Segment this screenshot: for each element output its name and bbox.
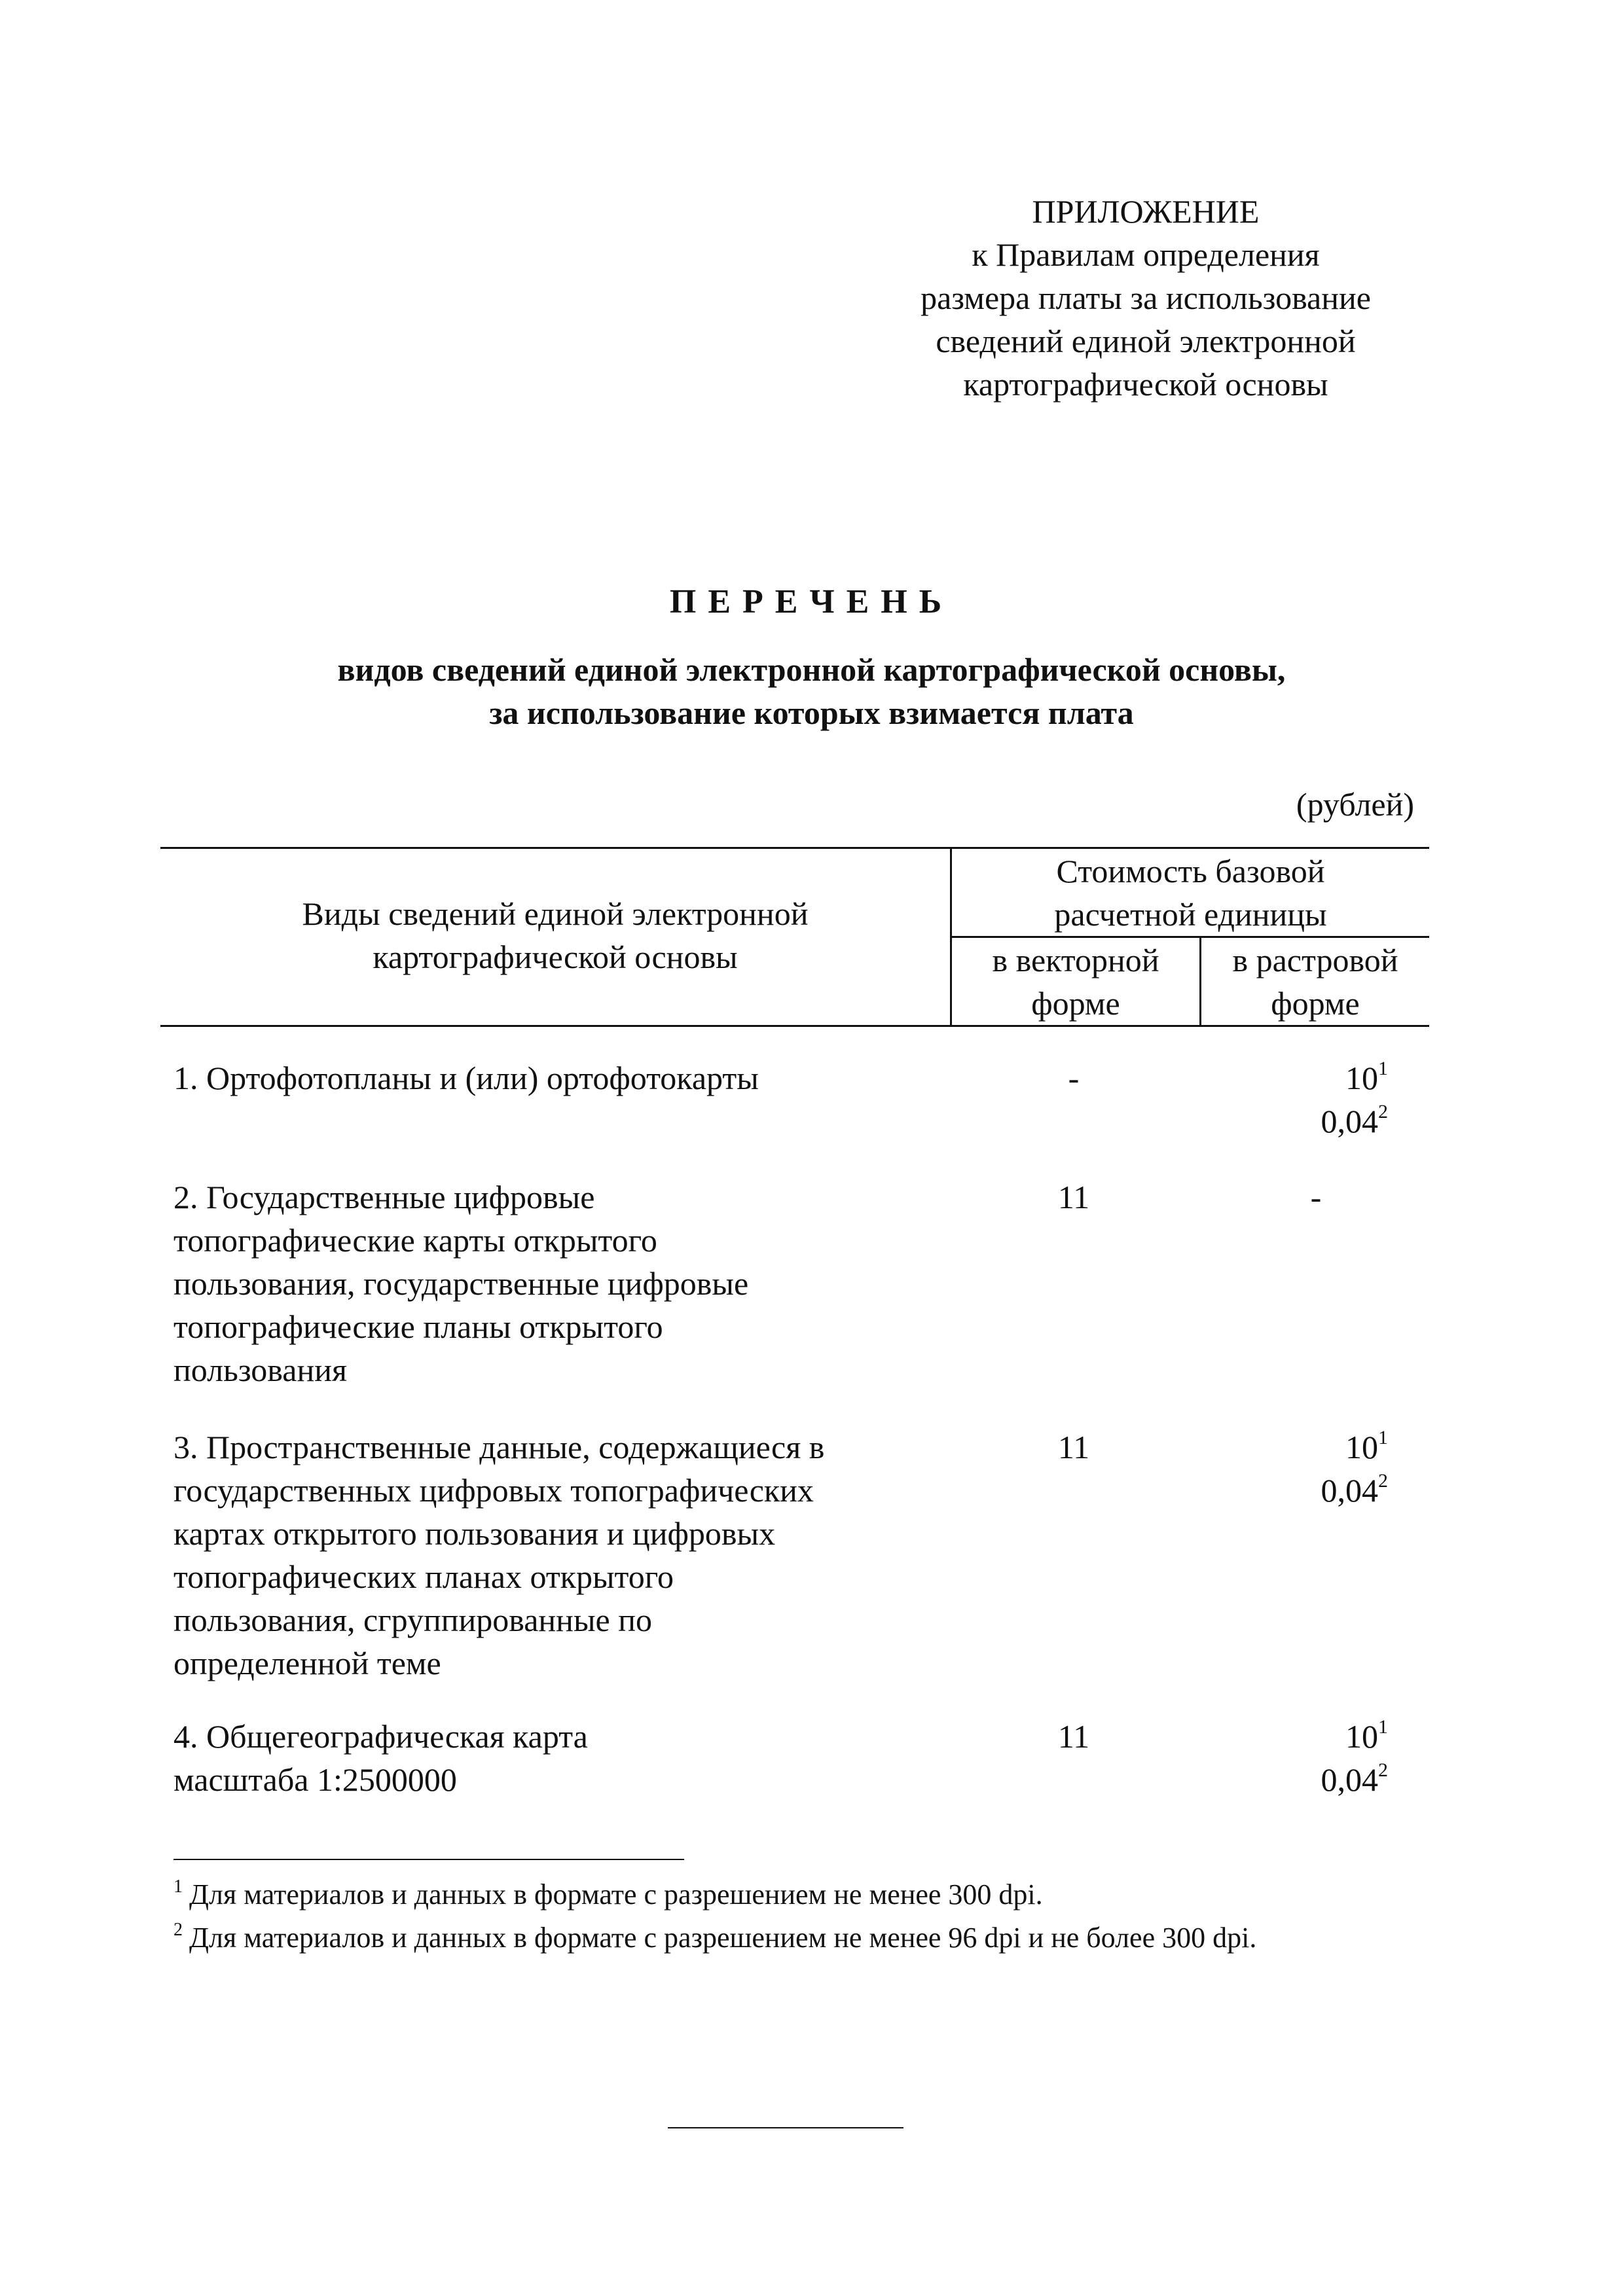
table-row-4-raster: $10^1$ 0,04$^2$ (1321, 1716, 1388, 1798)
footnote-separator (173, 1859, 684, 1860)
table-row-1-raster: $10^1$ 0,04$^2$ (1321, 1058, 1388, 1139)
table-row-1-kind: 1. Ортофотопланы и (или) ортофотокарты (173, 1060, 759, 1096)
table-row-2-vector: 11 (1057, 1179, 1090, 1215)
header-raster: в растровой форме (1232, 942, 1398, 1022)
appendix-block (851, 190, 1440, 406)
currency-unit: (рублей) (1296, 786, 1414, 823)
table-row-3-vector: 11 (1057, 1429, 1090, 1465)
appendix-line: картографической основы (963, 366, 1328, 403)
footnote-1: $^1$ Для материалов и данных в формате с разрешением не менее 300 dpi. (173, 1876, 1043, 1910)
appendix-title: ПРИЛОЖЕНИЕ (1032, 193, 1260, 230)
header-vector: в векторной форме (992, 942, 1159, 1022)
subtitle-line: за использование которых взимается плата (489, 694, 1134, 731)
appendix-line: размера платы за использование (921, 279, 1371, 316)
table-row-1-vector: - (1068, 1060, 1080, 1096)
table-row-3-raster: $10^1$ 0,04$^2$ (1321, 1427, 1388, 1509)
document-title: ПЕРЕЧЕНЬ (669, 583, 954, 620)
table-row-2-raster: - (1310, 1179, 1322, 1215)
table-row-2-kind: 2. Государственные цифровые топографические карты открытого пользования, государственные цифровые топографические планы открытого пользования (173, 1179, 749, 1388)
table-row-4-vector: 11 (1057, 1718, 1090, 1755)
header-cost: Стоимость базовой расчетной единицы (1054, 853, 1327, 933)
end-rule (668, 2127, 903, 2128)
appendix-line: сведений единой электронной (936, 323, 1356, 359)
footnote-2: $^2$ Для материалов и данных в формате с разрешением не менее 96 dpi и не более 300 dpi. (173, 1920, 1257, 1954)
table-row-4-kind: 4. Общегеографическая карта масштаба 1:2500000 (173, 1718, 588, 1798)
header-kind: Виды сведений единой электронной картографической основы (302, 895, 809, 975)
cost-header-rule (950, 936, 1429, 938)
header-bottom-rule (160, 1025, 1429, 1027)
table-row-3-kind: 3. Пространственные данные, содержащиеся в государственных цифровых топографических картах открытого пользования и цифровых топографических планах открытого пользования, сгруппированные по определенной теме (173, 1429, 825, 1681)
table-top-rule (160, 847, 1429, 849)
subtitle-line: видов сведений единой электронной картографической основы, (337, 651, 1286, 688)
document-subtitle (0, 648, 1623, 734)
appendix-line: к Правилам определения (972, 236, 1320, 273)
